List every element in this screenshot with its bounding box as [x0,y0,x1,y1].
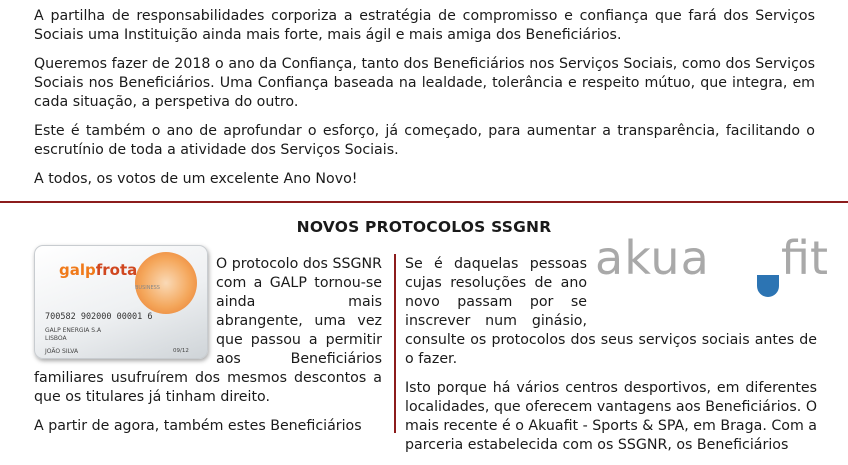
section-title: NOVOS PROTOCOLOS SSGNR [296,218,552,236]
akuafit-logo-word: akua [595,231,710,285]
galp-frota-card-image [34,245,208,359]
akuafit-paragraph-2: Isto porque há vários centros desportivos, em diferentes localidades, que oferecem vantagens aos Beneficiários. O mais recente é o Akuafit - Sports & SPA, em Braga. Com a parceria estabelecida com os SSGNR, os Beneficiários [405,380,817,453]
right-column [405,231,829,465]
card-brand: galpfrota [59,261,138,279]
card-company: GALP ENERGIA S.A [45,327,102,334]
column-divider [394,254,396,433]
section-divider [0,201,848,203]
card-expiry: 09/12 [173,348,189,354]
intro-paragraph-3: Este é também o ano de aprofundar o esforço, já começado, para aumentar a transparência, facilitando o escrutínio de toda a atividade dos Serviços Sociais. [34,123,815,158]
card-number: 700582 902000 00001 6 [45,312,153,322]
akuafit-paragraph-1: Se é daquelas pessoas cujas resoluções de ano novo passam por se inscrever num ginásio, consulte os protocolos dos seus serviços sociais antes de o fazer. [405,256,817,367]
akuafit-logo [595,231,829,305]
galp-paragraph-2: A partir de agora, também estes Beneficiários [34,418,362,434]
intro-paragraph-2: Queremos fazer de 2018 o ano da Confiança, tanto dos Beneficiários nos Serviços Sociais, como dos Serviços Sociais nos Beneficiários. Uma Confiança baseada na lealdade, tolerância e respeito mútuo, que integra, em cada situação, a perspetiva do outro. [34,56,815,110]
galp-paragraph-1: O protocolo dos SSGNR com a GALP tornou-se ainda mais abrangente, uma vez que passou a permitir aos Beneficiários familiares usufruírem dos mesmos descontos a que os titulares já tinham direito. [34,256,382,405]
left-column [34,255,382,446]
card-holder: JOÃO SILVA [45,348,79,355]
intro-paragraph-1: A partilha de responsabilidades corporiza a estratégia de compromisso e confiança que fará dos Serviços Sociais uma Instituição ainda mais forte, mais ágil e mais amiga dos Beneficiários. [34,8,815,43]
card-business-label: BUSINESS [135,285,160,291]
water-drop-icon [757,275,779,297]
intro-paragraph-4: A todos, os votos de um excelente Ano Novo! [34,171,358,187]
akuafit-logo-tail: fit [781,231,829,285]
intro-text [34,7,815,199]
card-city: LISBOA [45,335,67,342]
